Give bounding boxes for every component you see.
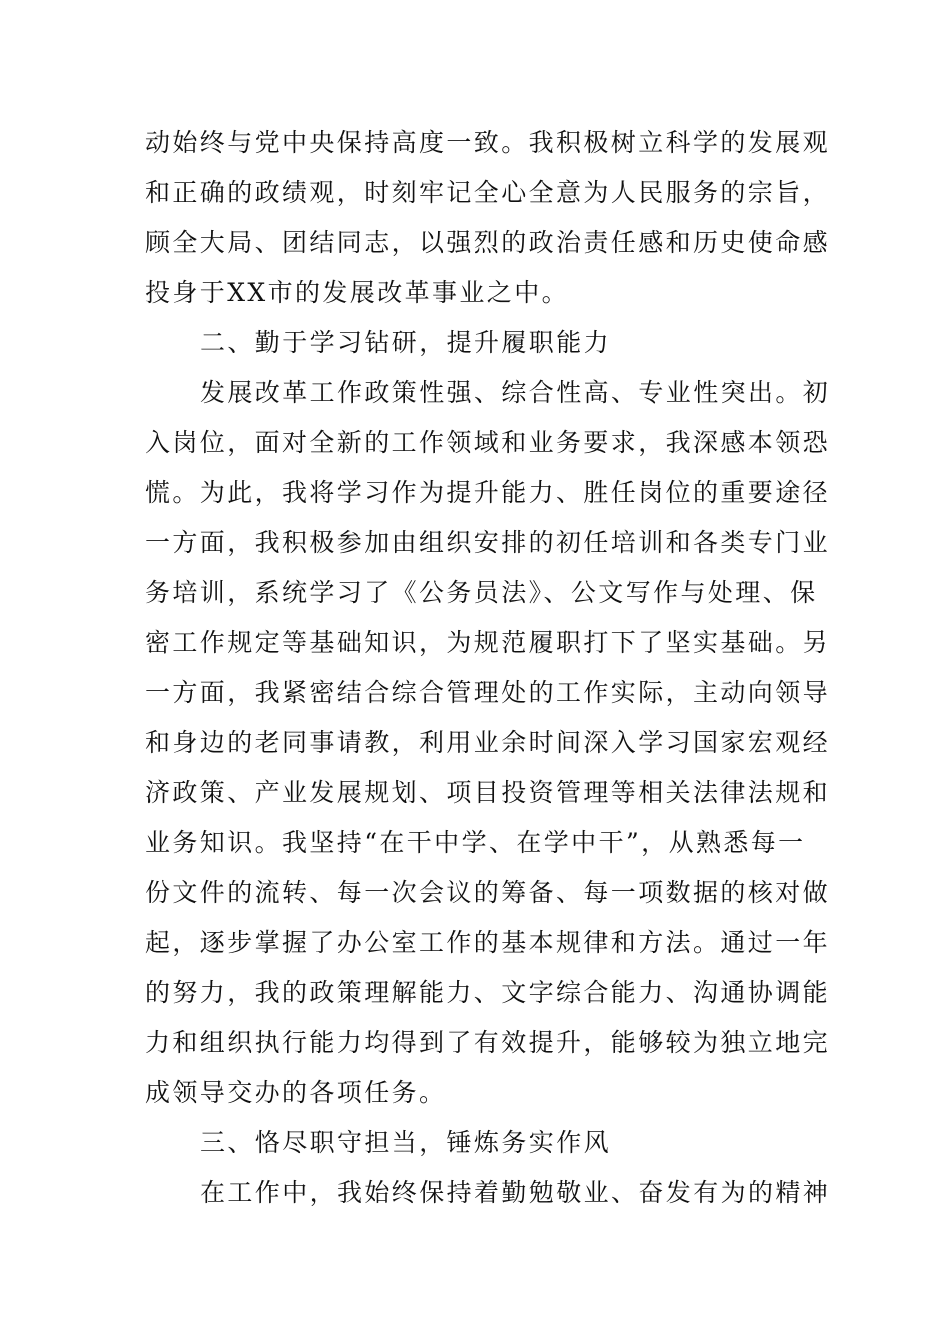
text-line: 的努力，我的政策理解能力、文字综合能力、沟通协调能 [145,978,831,1007]
text-line: 密工作规定等基础知识，为规范履职打下了坚实基础。另 [145,628,831,657]
text-line: 济政策、产业发展规划、项目投资管理等相关法律法规和 [145,778,831,807]
text-line: 一方面，我积极参加由组织安排的初任培训和各类专门业 [145,528,831,557]
text-line: 务培训，系统学习了《公务员法》、公文写作与处理、保 [145,578,818,607]
text-line: 和正确的政绩观，时刻牢记全心全意为人民服务的宗旨， [145,178,831,207]
text-line: 一方面，我紧密结合综合管理处的工作实际，主动向领导 [145,678,831,707]
text-line: 发展改革工作政策性强、综合性高、专业性突出。初 [200,378,831,407]
text-line: 力和组织执行能力均得到了有效提升，能够较为独立地完 [145,1028,831,1057]
text-line: 入岗位，面对全新的工作领域和业务要求，我深感本领恐 [145,428,831,457]
document-page [145,118,831,1218]
text-line: 在工作中，我始终保持着勤勉敬业、奋发有为的精神 [200,1178,831,1207]
text-line: 成领导交办的各项任务。 [145,1078,447,1107]
text-line: 三、恪尽职守担当，锤炼务实作风 [200,1128,612,1157]
text-line: 投身于XX市的发展改革事业之中。 [145,278,569,307]
text-line: 业务知识。我坚持“在干中学、在学中干”，从熟悉每一 [145,828,806,857]
text-line: 慌。为此，我将学习作为提升能力、胜任岗位的重要途径 [145,478,831,507]
text-line: 起，逐步掌握了办公室工作的基本规律和方法。通过一年 [145,928,831,957]
text-line: 二、勤于学习钻研，提升履职能力 [200,328,612,357]
text-line: 份文件的流转、每一次会议的筹备、每一项数据的核对做 [145,878,831,907]
text-line: 动始终与党中央保持高度一致。我积极树立科学的发展观 [145,128,831,157]
text-line: 顾全大局、团结同志，以强烈的政治责任感和历史使命感 [145,228,831,257]
text-line: 和身边的老同事请教，利用业余时间深入学习国家宏观经 [145,728,831,757]
